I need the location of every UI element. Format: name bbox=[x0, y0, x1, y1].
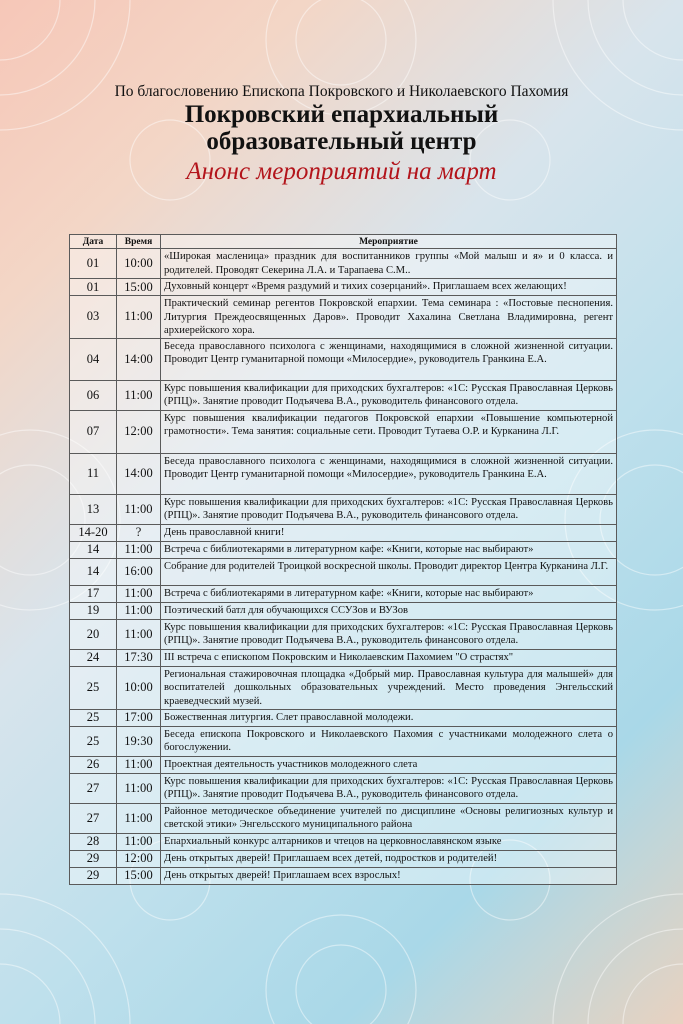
table-row bbox=[70, 524, 617, 541]
table-row bbox=[70, 833, 617, 850]
row-time: 15:00 bbox=[117, 867, 161, 884]
row-date: 19 bbox=[70, 602, 117, 619]
row-time: 11:00 bbox=[117, 380, 161, 410]
table-row bbox=[70, 619, 617, 649]
row-date: 07 bbox=[70, 410, 117, 453]
row-time: 11:00 bbox=[117, 602, 161, 619]
table-row bbox=[70, 494, 617, 524]
row-event: Курс повышения квалификации для приходских бухгалтеров: «1С: Русская Православная Церковь (РПЦ)». Занятие проводит Подъячева В.А., руководитель финансового отдела. bbox=[161, 619, 617, 649]
table-row bbox=[70, 558, 617, 585]
row-time: 19:30 bbox=[117, 726, 161, 756]
row-time: 11:00 bbox=[117, 296, 161, 339]
row-time: 12:00 bbox=[117, 410, 161, 453]
row-time: 14:00 bbox=[117, 338, 161, 380]
header bbox=[0, 82, 683, 187]
row-time: 11:00 bbox=[117, 494, 161, 524]
row-event: День открытых дверей! Приглашаем всех взрослых! bbox=[161, 867, 617, 884]
table-row bbox=[70, 666, 617, 709]
row-event: Поэтический батл для обучающихся ССУЗов и ВУЗов bbox=[161, 602, 617, 619]
table-row bbox=[70, 649, 617, 666]
table-row bbox=[70, 380, 617, 410]
row-time: 16:00 bbox=[117, 558, 161, 585]
row-event: Региональная стажировочная площадка «Добрый мир. Православная культура для малышей» для воспитателей дошкольных образовательных учреждений. Место проведения Энгельсский краеведческий музей. bbox=[161, 666, 617, 709]
row-event: Курс повышения квалификации для приходских бухгалтеров: «1С: Русская Православная Церковь (РПЦ)». Занятие проводит Подъячева В.А., руководитель финансового отдела. bbox=[161, 494, 617, 524]
row-time: 11:00 bbox=[117, 756, 161, 773]
row-event: Практический семинар регентов Покровской епархии. Тема семинара : «Постовые песнопения. Литургия Преждеосвященных Даров». Проводит Хахалина Светлана Владимировна, регент архиерейского хора. bbox=[161, 296, 617, 339]
table-row bbox=[70, 410, 617, 453]
events-table bbox=[69, 234, 617, 885]
row-date: 01 bbox=[70, 249, 117, 279]
row-time: 10:00 bbox=[117, 249, 161, 279]
row-time: ? bbox=[117, 524, 161, 541]
row-date: 25 bbox=[70, 726, 117, 756]
table-row bbox=[70, 803, 617, 833]
row-date: 14-20 bbox=[70, 524, 117, 541]
row-time: 11:00 bbox=[117, 541, 161, 558]
row-date: 06 bbox=[70, 380, 117, 410]
row-date: 01 bbox=[70, 279, 117, 296]
row-date: 25 bbox=[70, 709, 117, 726]
row-date: 11 bbox=[70, 453, 117, 494]
table-row bbox=[70, 279, 617, 296]
table-row bbox=[70, 296, 617, 339]
table-row bbox=[70, 773, 617, 803]
row-date: 20 bbox=[70, 619, 117, 649]
row-date: 24 bbox=[70, 649, 117, 666]
row-event: День открытых дверей! Приглашаем всех детей, подростков и родителей! bbox=[161, 850, 617, 867]
row-date: 13 bbox=[70, 494, 117, 524]
row-time: 17:00 bbox=[117, 709, 161, 726]
row-event: Беседа православного психолога с женщинами, находящимися в сложной жизненной ситуации. Проводит Центр гуманитарной помощи «Милосердие», руководитель Гранкина Е.А. bbox=[161, 453, 617, 494]
table-row bbox=[70, 602, 617, 619]
table-row bbox=[70, 249, 617, 279]
row-time: 11:00 bbox=[117, 833, 161, 850]
row-event: Проектная деятельность участников молодежного слета bbox=[161, 756, 617, 773]
row-time: 11:00 bbox=[117, 619, 161, 649]
blessing-line: По благословению Епископа Покровского и Николаевского Пахомия bbox=[114, 83, 569, 100]
row-event: Духовный концерт «Время раздумий и тихих созерцаний». Приглашаем всех желающих! bbox=[161, 279, 617, 296]
table-row bbox=[70, 585, 617, 602]
row-event: Встреча с библиотекарями в литературном кафе: «Книги, которые нас выбирают» bbox=[161, 585, 617, 602]
center-name-line-2: образовательный центр bbox=[206, 128, 477, 155]
row-event: Курс повышения квалификации для приходских бухгалтеров: «1С: Русская Православная Церковь (РПЦ)». Занятие проводит Подъячева В.А., руководитель финансового отдела. bbox=[161, 380, 617, 410]
row-event: Беседа епископа Покровского и Николаевского Пахомия с участниками молодежного слета о богослужении. bbox=[161, 726, 617, 756]
table-row bbox=[70, 756, 617, 773]
row-date: 26 bbox=[70, 756, 117, 773]
row-time: 11:00 bbox=[117, 585, 161, 602]
row-time: 15:00 bbox=[117, 279, 161, 296]
announcement-subtitle: Анонс мероприятий на март bbox=[186, 158, 497, 185]
table-row bbox=[70, 453, 617, 494]
row-date: 14 bbox=[70, 541, 117, 558]
row-time: 11:00 bbox=[117, 803, 161, 833]
row-date: 04 bbox=[70, 338, 117, 380]
row-event: Епархиальный конкурс алтарников и чтецов на церковнославянском языке bbox=[161, 833, 617, 850]
row-date: 25 bbox=[70, 666, 117, 709]
header-date: Дата bbox=[70, 235, 117, 249]
table-row bbox=[70, 850, 617, 867]
header-event: Мероприятие bbox=[161, 235, 617, 249]
row-event: Встреча с библиотекарями в литературном кафе: «Книги, которые нас выбирают» bbox=[161, 541, 617, 558]
table-header-row bbox=[70, 235, 617, 249]
header-time: Время bbox=[117, 235, 161, 249]
row-event: Беседа православного психолога с женщинами, находящимися в сложной жизненной ситуации. Проводит Центр гуманитарной помощи «Милосердие», руководитель Гранкина Е.А. bbox=[161, 338, 617, 380]
row-event: «Широкая масленица» праздник для воспитанников группы «Мой малыш и я» и 0 класса. и родителей. Проводят Секерина Л.А. и Тарапаева С.М.. bbox=[161, 249, 617, 279]
row-time: 12:00 bbox=[117, 850, 161, 867]
table-row bbox=[70, 709, 617, 726]
row-date: 29 bbox=[70, 867, 117, 884]
row-event: Районное методическое объединение учителей по дисциплине «Основы религиозных культур и светской этики» Энгельсского муниципального района bbox=[161, 803, 617, 833]
row-time: 17:30 bbox=[117, 649, 161, 666]
row-event: Собрание для родителей Троицкой воскресной школы. Проводит директор Центра Курканина Л.Г. bbox=[161, 558, 617, 585]
table-row bbox=[70, 726, 617, 756]
table-row bbox=[70, 867, 617, 884]
row-time: 10:00 bbox=[117, 666, 161, 709]
row-date: 27 bbox=[70, 803, 117, 833]
row-time: 14:00 bbox=[117, 453, 161, 494]
row-date: 03 bbox=[70, 296, 117, 339]
center-name-line-1: Покровский епархиальный bbox=[184, 101, 499, 128]
row-event: III встреча с епископом Покровским и Николаевским Пахомием "О страстях" bbox=[161, 649, 617, 666]
row-event: Курс повышения квалификации педагогов Покровской епархии «Повышение компьютерной грамотности». Тема занятия: социальные сети. Проводит Тутаева О.Р. и Курканина Л.Г. bbox=[161, 410, 617, 453]
row-date: 29 bbox=[70, 850, 117, 867]
row-event: Курс повышения квалификации для приходских бухгалтеров: «1С: Русская Православная Церковь (РПЦ)». Занятие проводит Подъячева В.А., руководитель финансового отдела. bbox=[161, 773, 617, 803]
row-date: 17 bbox=[70, 585, 117, 602]
table-row bbox=[70, 338, 617, 380]
row-date: 27 bbox=[70, 773, 117, 803]
row-time: 11:00 bbox=[117, 773, 161, 803]
table-row bbox=[70, 541, 617, 558]
row-event: Божественная литургия. Слет православной молодежи. bbox=[161, 709, 617, 726]
row-date: 28 bbox=[70, 833, 117, 850]
row-date: 14 bbox=[70, 558, 117, 585]
row-event: День православной книги! bbox=[161, 524, 617, 541]
